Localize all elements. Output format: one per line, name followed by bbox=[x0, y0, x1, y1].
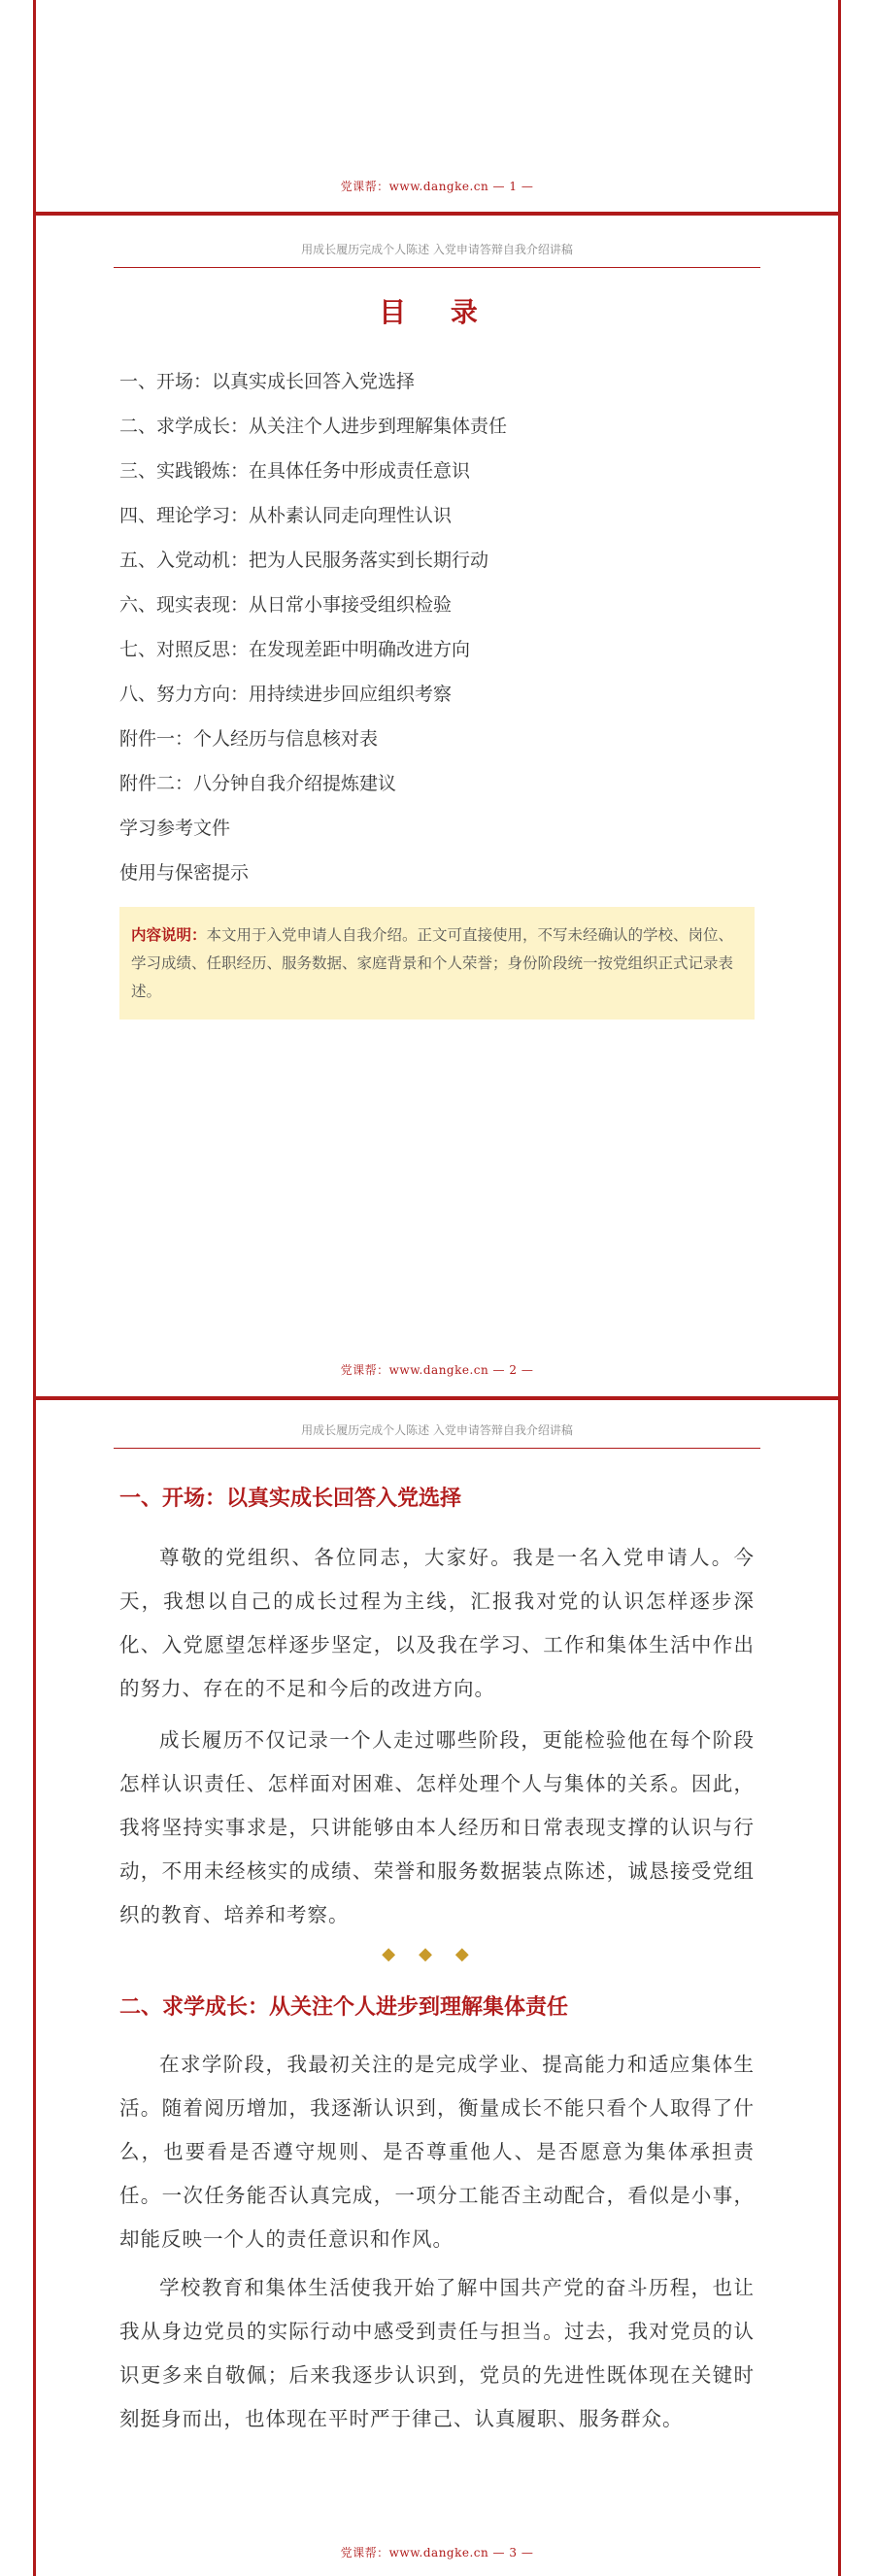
toc-item[interactable]: 使用与保密提示 bbox=[119, 862, 250, 884]
toc-list bbox=[119, 359, 755, 895]
page-header: 用成长履历完成个人陈述 入党申请答辩自我介绍讲稿 bbox=[114, 1422, 760, 1449]
toc-item[interactable]: 学习参考文件 bbox=[119, 818, 231, 839]
section-divider: ◆◆◆ bbox=[382, 1944, 492, 1964]
toc-item[interactable]: 附件二：八分钟自我介绍提炼建议 bbox=[119, 773, 397, 794]
toc-item[interactable]: 附件一：个人经历与信息核对表 bbox=[119, 728, 379, 750]
page-footer: 党课帮：www.dangke.cn — 2 — bbox=[340, 1363, 534, 1377]
toc-item[interactable]: 六、现实表现：从日常小事接受组织检验 bbox=[119, 594, 453, 616]
toc-item[interactable]: 五、入党动机：把为人民服务落实到长期行动 bbox=[119, 550, 489, 571]
toc-item[interactable]: 一、开场：以真实成长回答入党选择 bbox=[119, 371, 416, 392]
page-footer: 党课帮：www.dangke.cn — 1 — bbox=[340, 180, 534, 193]
toc-item[interactable]: 七、对照反思：在发现差距中明确改进方向 bbox=[119, 639, 471, 660]
toc-item[interactable]: 三、实践锻炼：在具体任务中形成责任意识 bbox=[119, 460, 471, 482]
note-text: 本文用于入党申请人自我介绍。正文可直接使用，不写未经确认的学校、岗位、学习成绩、任职经历、服务数据、家庭背景和个人荣誉；身份阶段统一按党组织正式记录表述。 bbox=[131, 926, 734, 1000]
toc-item[interactable]: 四、理论学习：从朴素认同走向理性认识 bbox=[119, 505, 453, 526]
section-heading: 一、开场：以真实成长回答入党选择 bbox=[119, 1487, 462, 1511]
body-paragraph: 学校教育和集体生活使我开始了解中国共产党的奋斗历程，也让我从身边党员的实际行动中感受到责任与担当。过去，我对党员的认识更多来自敬佩；后来我逐步认识到，党员的先进性既体现在关键时刻挺身而出，也体现在平时严于律己、认真履职、服务群众。 bbox=[119, 2276, 755, 2430]
note-label: 内容说明： bbox=[131, 925, 207, 944]
page-2 bbox=[33, 216, 841, 1396]
page-3 bbox=[33, 1400, 841, 2576]
body-paragraph: 在求学阶段，我最初关注的是完成学业、提高能力和适应集体生活。随着阅历增加，我逐渐认识到，衡量成长不能只看个人取得了什么，也要看是否遵守规则、是否尊重他人、是否愿意为集体承担责任。一次任务能否认真完成，一项分工能否主动配合，看似是小事，却能反映一个人的责任意识和作风。 bbox=[119, 2053, 755, 2251]
page-footer: 党课帮：www.dangke.cn — 3 — bbox=[340, 2546, 534, 2559]
page-header: 用成长履历完成个人陈述 入党申请答辩自我介绍讲稿 bbox=[114, 241, 760, 268]
body-paragraph: 尊敬的党组织、各位同志，大家好。我是一名入党申请人。今天，我想以自己的成长过程为主线，汇报我对党的认识怎样逐步深化、入党愿望怎样逐步坚定，以及我在学习、工作和集体生活中作出的努力、存在的不足和今后的改进方向。 bbox=[119, 1546, 755, 1700]
toc-item[interactable]: 八、努力方向：用持续进步回应组织考察 bbox=[119, 684, 453, 705]
toc-item[interactable]: 二、求学成长：从关注个人进步到理解集体责任 bbox=[119, 416, 508, 437]
toc-title: 目 录 bbox=[379, 296, 495, 328]
content-note bbox=[119, 907, 755, 1020]
body-paragraph: 成长履历不仅记录一个人走过哪些阶段，更能检验他在每个阶段怎样认识责任、怎样面对困难、怎样处理个人与集体的关系。因此，我将坚持实事求是，只讲能够由本人经历和日常表现支撑的认识与行动，不用未经核实的成绩、荣誉和服务数据装点陈述，诚恳接受党组织的教育、培养和考察。 bbox=[119, 1728, 755, 1926]
page-1 bbox=[33, 0, 841, 212]
section-heading: 二、求学成长：从关注个人进步到理解集体责任 bbox=[119, 1995, 569, 2020]
